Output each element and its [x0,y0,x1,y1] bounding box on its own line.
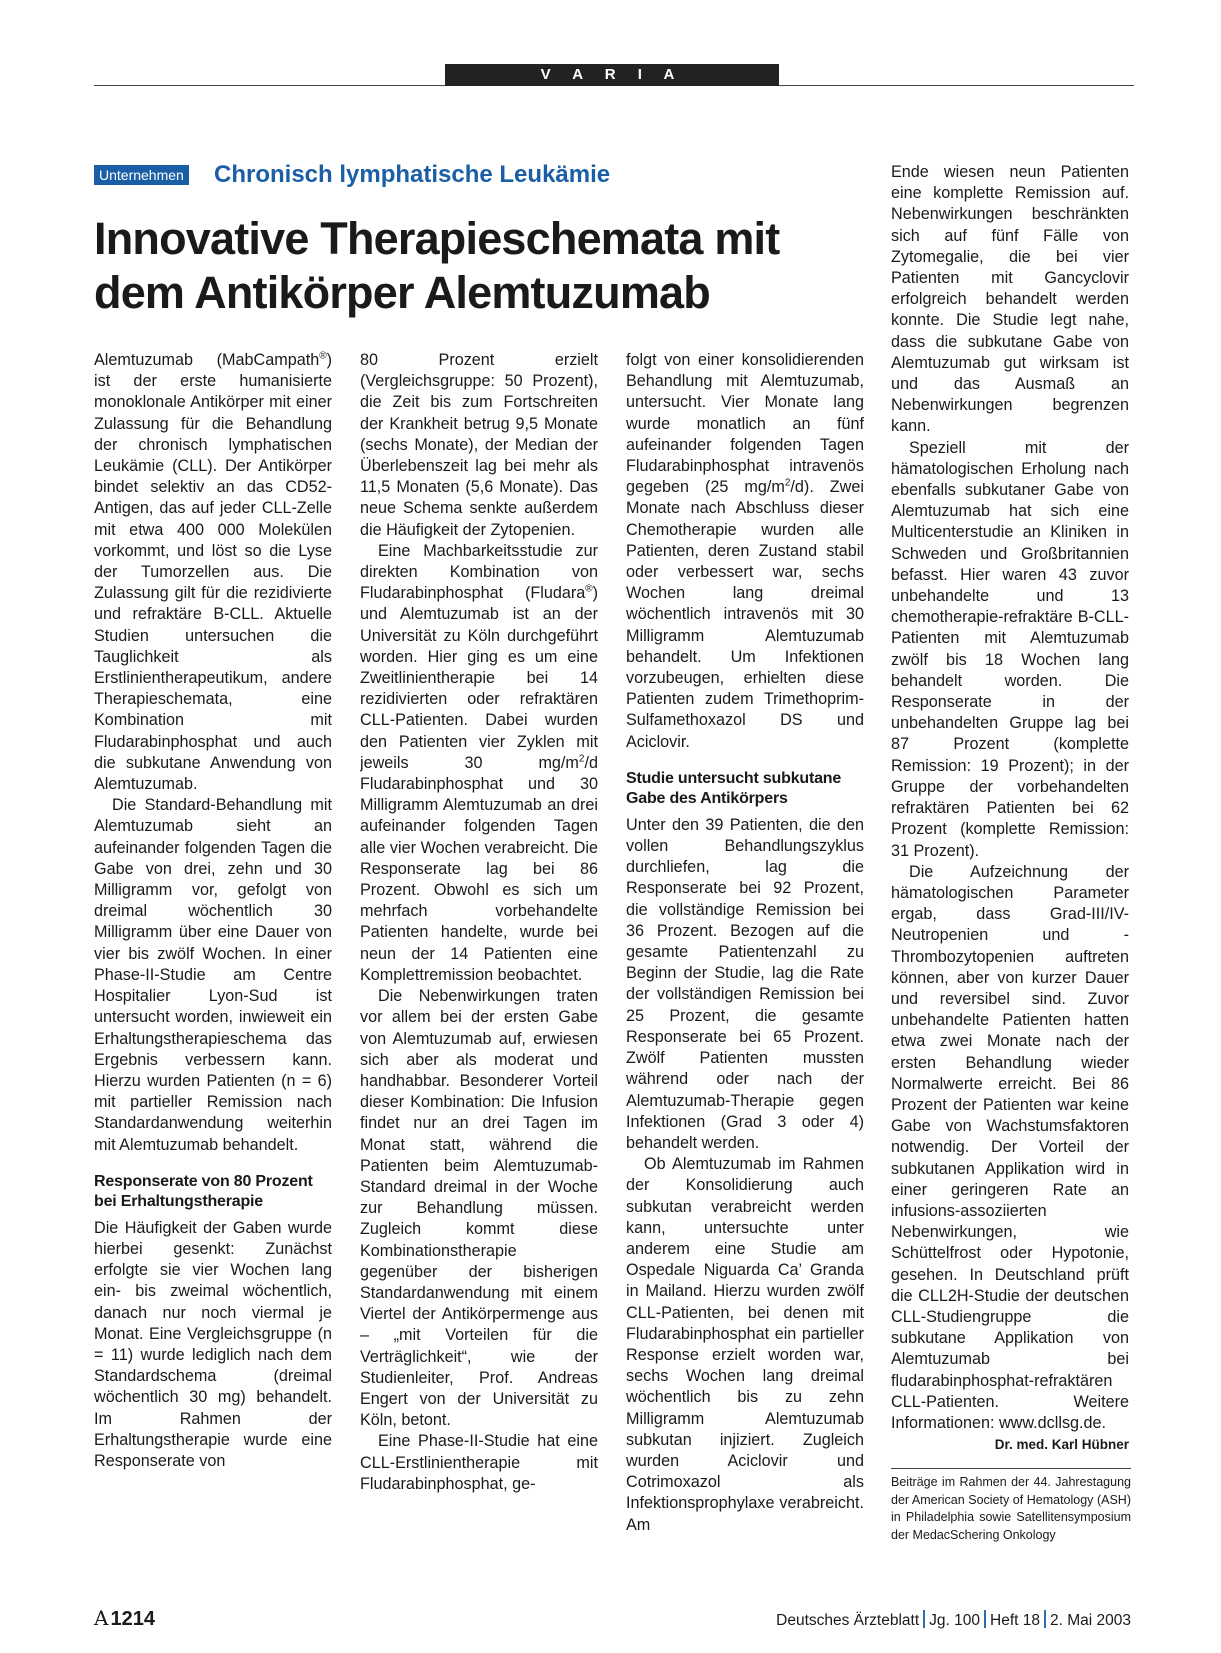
paragraph: folgt von einer konsolidierenden Behandlung mit Alemtuzumab, untersucht. Vier Monate lang wurde monatlich an fünf aufeinander folgenden Tagen Fludarabinphosphat intravenös gegeben (25 $mg/m^2/d$). Zwei Monate nach Abschluss dieser Chemotherapie wurden alle Patienten, deren Zustand stabil oder verbessert war, sechs Wochen lang dreimal wöchentlich intravenös mit 30 Milligramm Alemtuzumab behandelt. Um Infektionen vorzubeugen, erhielten diese Patienten zudem Trimethoprim-Sulfamethoxazol DS und Aciclovir. [626,351,864,751]
category-tag: Unternehmen [94,165,189,185]
kicker-title: Chronisch lymphatische Leukämie [214,161,611,188]
paragraph: Die Standard-Behandlung mit Alemtuzumab sieht an aufeinander folgenden Tagen die Gabe von drei, zehn und 30 Milligramm vor, gefolgt von dreimal wöchentlich 30 Milligramm über eine Dauer von vier bis zwölf Wochen. In einer Phase-II-Studie am Centre Hospitalier Lyon-Sud ist untersucht worden, inwieweit ein Erhaltungstherapieschema das Ergebnis verbessern kann. Hierzu wurden Patienten (n = 6) mit partieller Remission nach Standardanwendung weiterhin mit Alemtuzumab behandelt. [94,796,332,1154]
column-3 [626,350,864,1556]
article-headline: Innovative Therapieschemata mit dem Antikörper Alemtuzumab [94,213,780,318]
column-1 [94,350,332,1556]
paragraph: Speziell mit der hämatologischen Erholung nach ebenfalls subkutaner Gabe von Alemtuzumab hat sich eine Multicenterstudie an Kliniken in Schweden und Großbritannien befasst. Hier waren 43 zuvor unbehandelte und 13 chemotherapie-refraktäre B-CLL-Patienten mit Alemtuzumab zwölf bis 18 Wochen lang behandelt worden. Die Responserate in der unbehandelten Gruppe lag bei 87 Prozent (komplette Remission: 19 Prozent); in der Gruppe der vorbehandelten refraktären Patienten bei 62 Prozent (komplette Remission: 31 Prozent). [891,438,1129,860]
paragraph: Alemtuzumab (MabCampath®) ist der erste humanisierte monoklonale Antikörper mit einer Zulassung für die Behandlung der chronisch lymphatischen Leukämie (CLL). Der Antikörper bindet selektiv an das CD52-Antigen, das auf jeder CLL-Zelle mit etwa 400 000 Molekülen vorkommt, und löst so die Lyse der Tumorzellen aus. Die Zulassung gilt für die rezidivierte und refraktäre B-CLL. Aktuelle Studien untersuchen die Tauglichkeit als Erstlinientherapeutikum, andere Therapieschemata, eine Kombination mit Fludarabinphosphat und auch die subkutane Anwendung von Alemtuzumab. [94,350,332,794]
kicker-row [94,160,834,190]
author-byline: Dr. med. Karl Hübner [994,1437,1129,1452]
column-2 [360,350,598,1556]
separator [984,1610,986,1628]
volume: Jg. 100 [929,1612,981,1629]
paragraph: Die Aufzeichnung der hämatologischen Parameter ergab, dass Grad-III/IV-Neutropenien und -Thrombozytopenien auftreten können, aber von kurzer Dauer und reversibel sind. Zuvor unbehandelte Patienten hatten etwa zwei Monate nach der ersten Behandlung wieder Normalwerte erreicht. Bei 86 Prozent der Patienten war keine Gabe von Wachstumsfaktoren notwendig. Der Vorteil der subkutanen Applikation wird in einer geringeren Rate an infusions-assoziierten Nebenwirkungen, wie Schüttelfrost oder Hypotonie, gesehen. In Deutschland prüft die CLL2H-Studie der deutschen CLL-Studiengruppe die subkutane Applikation von Alemtuzumab bei fludarabinphosphat-refraktären CLL-Patienten. Weitere Informationen: www.dcllsg.de. Dr. med. Karl Hübner [891,862,1129,1434]
paragraph: Die Nebenwirkungen traten vor allem bei der ersten Gabe von Alemtuzumab auf, erwiesen sich aber als moderat und handhabbar. Besonderer Vorteil dieser Kombination: Die Infusion findet nur an drei Tagen im Monat statt, während die Patienten beim Alemtuzumab-Standard dreimal in der Woche zur Behandlung müssen. Zugleich kommt diese Kombinationstherapie gegenüber der bisherigen Standardanwendung mit einem Viertel der Antikörpermenge aus – „mit Vorteilen für die Verträglichkeit“, wie der Studienleiter, Prof. Andreas Engert von der Universität zu Köln, betont. [360,987,598,1430]
paragraph: Eine Machbarkeitsstudie zur direkten Kombination von Fludarabinphosphat (Fludara®) und Alemtuzumab ist an der Universität zu Köln durchgeführt worden. Hier ging es um eine Zweitlinientherapie bei 14 rezidivierten oder refraktären CLL-Patienten. Dabei wurden den Patienten vier Zyklen mit jeweils 30 $mg/m^2/d$ Fludarabinphosphat und 30 Milligramm Alemtuzumab an drei aufeinander folgenden Tagen alle vier Wochen verabreicht. Die Responserate lag bei 86 Prozent. Obwohl es sich um mehrfach vorbehandelte Patienten handelte, wurde bei neun der 14 Patienten eine Komplettremission beobachtet. [360,541,598,984]
paragraph: Unter den 39 Patienten, die den vollen Behandlungszyklus durchliefen, lag die Responserate bei 92 Prozent, die vollständige Remission bei 36 Prozent. Bezogen auf die gesamte Patientenzahl zu Beginn der Studie, lag die Rate der vollständigen Remission bei 25 Prozent, die gesamte Responserate bei 65 Prozent. Zwölf Patienten mussten während oder nach der Alemtuzumab-Therapie gegen Infektionen (Grad 3 oder 4) behandelt werden. [626,815,864,1152]
separator [1044,1610,1046,1628]
journal-name: Deutsches Ärzteblatt [776,1612,920,1629]
paragraph: Ob Alemtuzumab im Rahmen der Konsolidierung auch subkutan verabreicht werden kann, untersuchte unter anderem eine Studie am Ospedale Niguarda Ca’ Granda in Mailand. Hierzu wurden zwölf CLL-Patienten, bei denen mit Fludarabinphosphat ein partieller Response erzielt worden war, sechs Wochen lang dreimal wöchentlich bis zu zehn Milligramm Alemtuzumab subkutan injiziert. Zugleich wurden Aciclovir und Cotrimoxazol als Infektionsprophylaxe verabreicht. Am [626,1155,864,1534]
issue: Heft 18 [990,1612,1040,1629]
paragraph: Eine Phase-II-Studie hat eine CLL-Erstlinientherapie mit Fludarabinphosphat, ge- [360,1432,598,1493]
paragraph: Die Häufigkeit der Gaben wurde hierbei gesenkt: Zunächst erfolgte sie vier Wochen lang ein- bis zweimal wöchentlich, danach nur noch viermal je Monat. Eine Vergleichsgruppe (n = 11) wurde lediglich nach dem Standardschema (dreimal wöchentlich 30 mg) behandelt. Im Rahmen der Erhaltungstherapie wurde eine Responserate von [94,1218,332,1470]
paragraph: 80 Prozent erzielt (Vergleichsgruppe: 50 Prozent), die Zeit bis zum Fortschreiten der Krankheit betrug 9,5 Monate (sechs Monate), der Median der Überlebenszeit lag bei mehr als 11,5 Monaten (5,6 Monate). Das neue Schema senkte außerdem die Häufigkeit der Zytopenien. [360,351,598,539]
separator [923,1610,925,1628]
column-4 [891,162,1129,1452]
subheading: Studie untersucht subkutane Gabe des Antikörpers [626,769,842,807]
date: 2. Mai 2003 [1050,1612,1131,1629]
paragraph: Ende wiesen neun Patienten eine komplette Remission auf. Nebenwirkungen beschränkten sich auf fünf Fälle von Zytomegalie, die bei vier Patienten mit Gancyclovir erfolgreich behandelt werden konnte. Die Studie legt nahe, dass die subkutane Gabe von Alemtuzumab gut wirksam ist und das Ausmaß an Nebenwirkungen begrenzen kann. [891,163,1129,436]
section-label: V A R I A [445,64,779,86]
journal-info [776,1610,1131,1630]
page-number: A 1214 [94,1606,155,1630]
subheading: Responserate von 80 Prozent bei Erhaltungstherapie [94,1172,313,1210]
source-note: Beiträge im Rahmen der 44. Jahrestagung der American Society of Hematology (ASH) in Philadelphia sowie Satellitensymposium der MedacSchering Onkology [891,1468,1131,1544]
